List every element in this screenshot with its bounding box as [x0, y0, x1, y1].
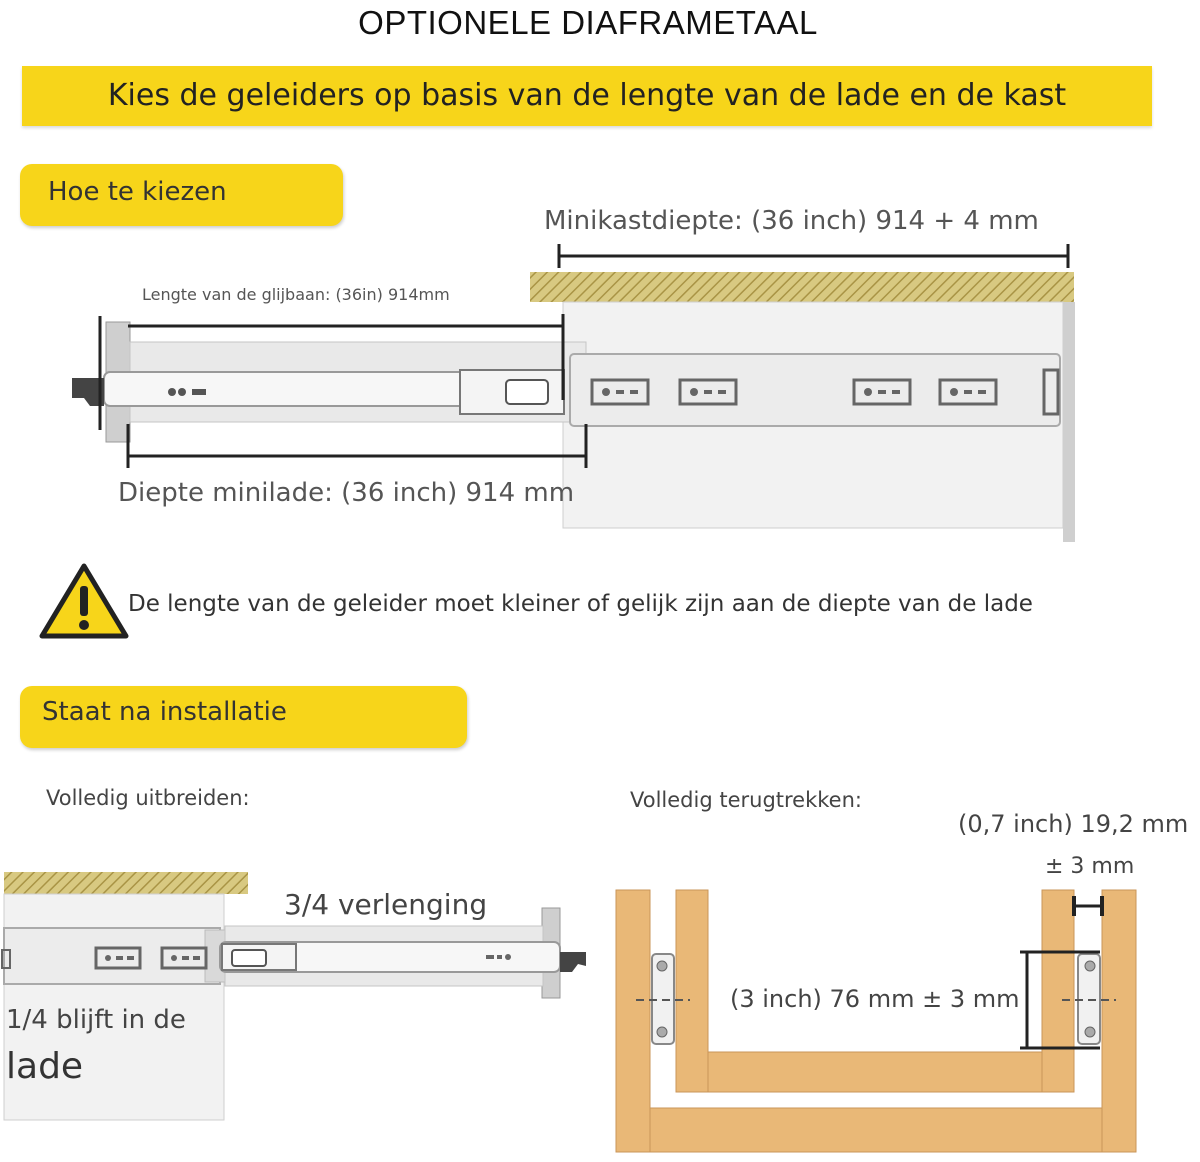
remains-label-line2: lade	[6, 1046, 84, 1087]
drawer-side-left	[676, 890, 708, 1092]
cabinet-depth-label: Minikastdiepte: (36 inch) 914 + 4 mm	[544, 206, 1039, 236]
full-retraction-diagram	[600, 880, 1200, 1162]
height-label: (3 inch) 76 mm ± 3 mm	[730, 985, 1020, 1013]
cabinet-side-right	[1102, 890, 1136, 1152]
release-lever	[560, 952, 586, 972]
cabinet-side-left	[616, 890, 650, 1152]
countertop-hatch	[4, 872, 248, 894]
full-extend-label: Volledig uitbreiden:	[46, 786, 250, 810]
headline-text: Kies de geleiders op basis van de lengte van de lade en de kast	[107, 78, 1067, 113]
countertop-hatch	[530, 272, 1074, 302]
warning-triangle-icon	[38, 562, 130, 640]
section-pill-label: Staat na installatie	[42, 697, 287, 727]
gap-tolerance-label: ± 3 mm	[1045, 854, 1135, 879]
remains-label-line1: 1/4 blijft in de	[6, 1005, 186, 1035]
slide-length-diagram	[0, 230, 1200, 560]
gap-label: (0,7 inch) 19,2 mm	[958, 810, 1189, 838]
drawer-depth-label: Diepte minilade: (36 inch) 914 mm	[118, 478, 575, 508]
headline-banner	[22, 66, 1152, 126]
cabinet-bottom	[650, 1108, 1102, 1152]
warning-text: De lengte van de geleider moet kleiner of gelijk zijn aan de diepte van de lade	[128, 591, 1033, 617]
cabinet-back	[1063, 302, 1075, 542]
cabinet-rail	[570, 354, 1060, 426]
section-pill-label: Hoe te kiezen	[48, 177, 227, 207]
section-pill-after-install	[20, 686, 467, 748]
section-pill-how-to-choose	[20, 164, 343, 226]
drawer-bottom	[708, 1052, 1042, 1092]
drawer-side-right	[1042, 890, 1074, 1092]
page-title: OPTIONELE DIAFRAMETAAL	[358, 4, 818, 41]
extension-label: 3/4 verlenging	[284, 888, 488, 921]
slide-length-label: Lengte van de glijbaan: (36in) 914mm	[142, 285, 450, 304]
full-retract-label: Volledig terugtrekken:	[630, 788, 862, 812]
